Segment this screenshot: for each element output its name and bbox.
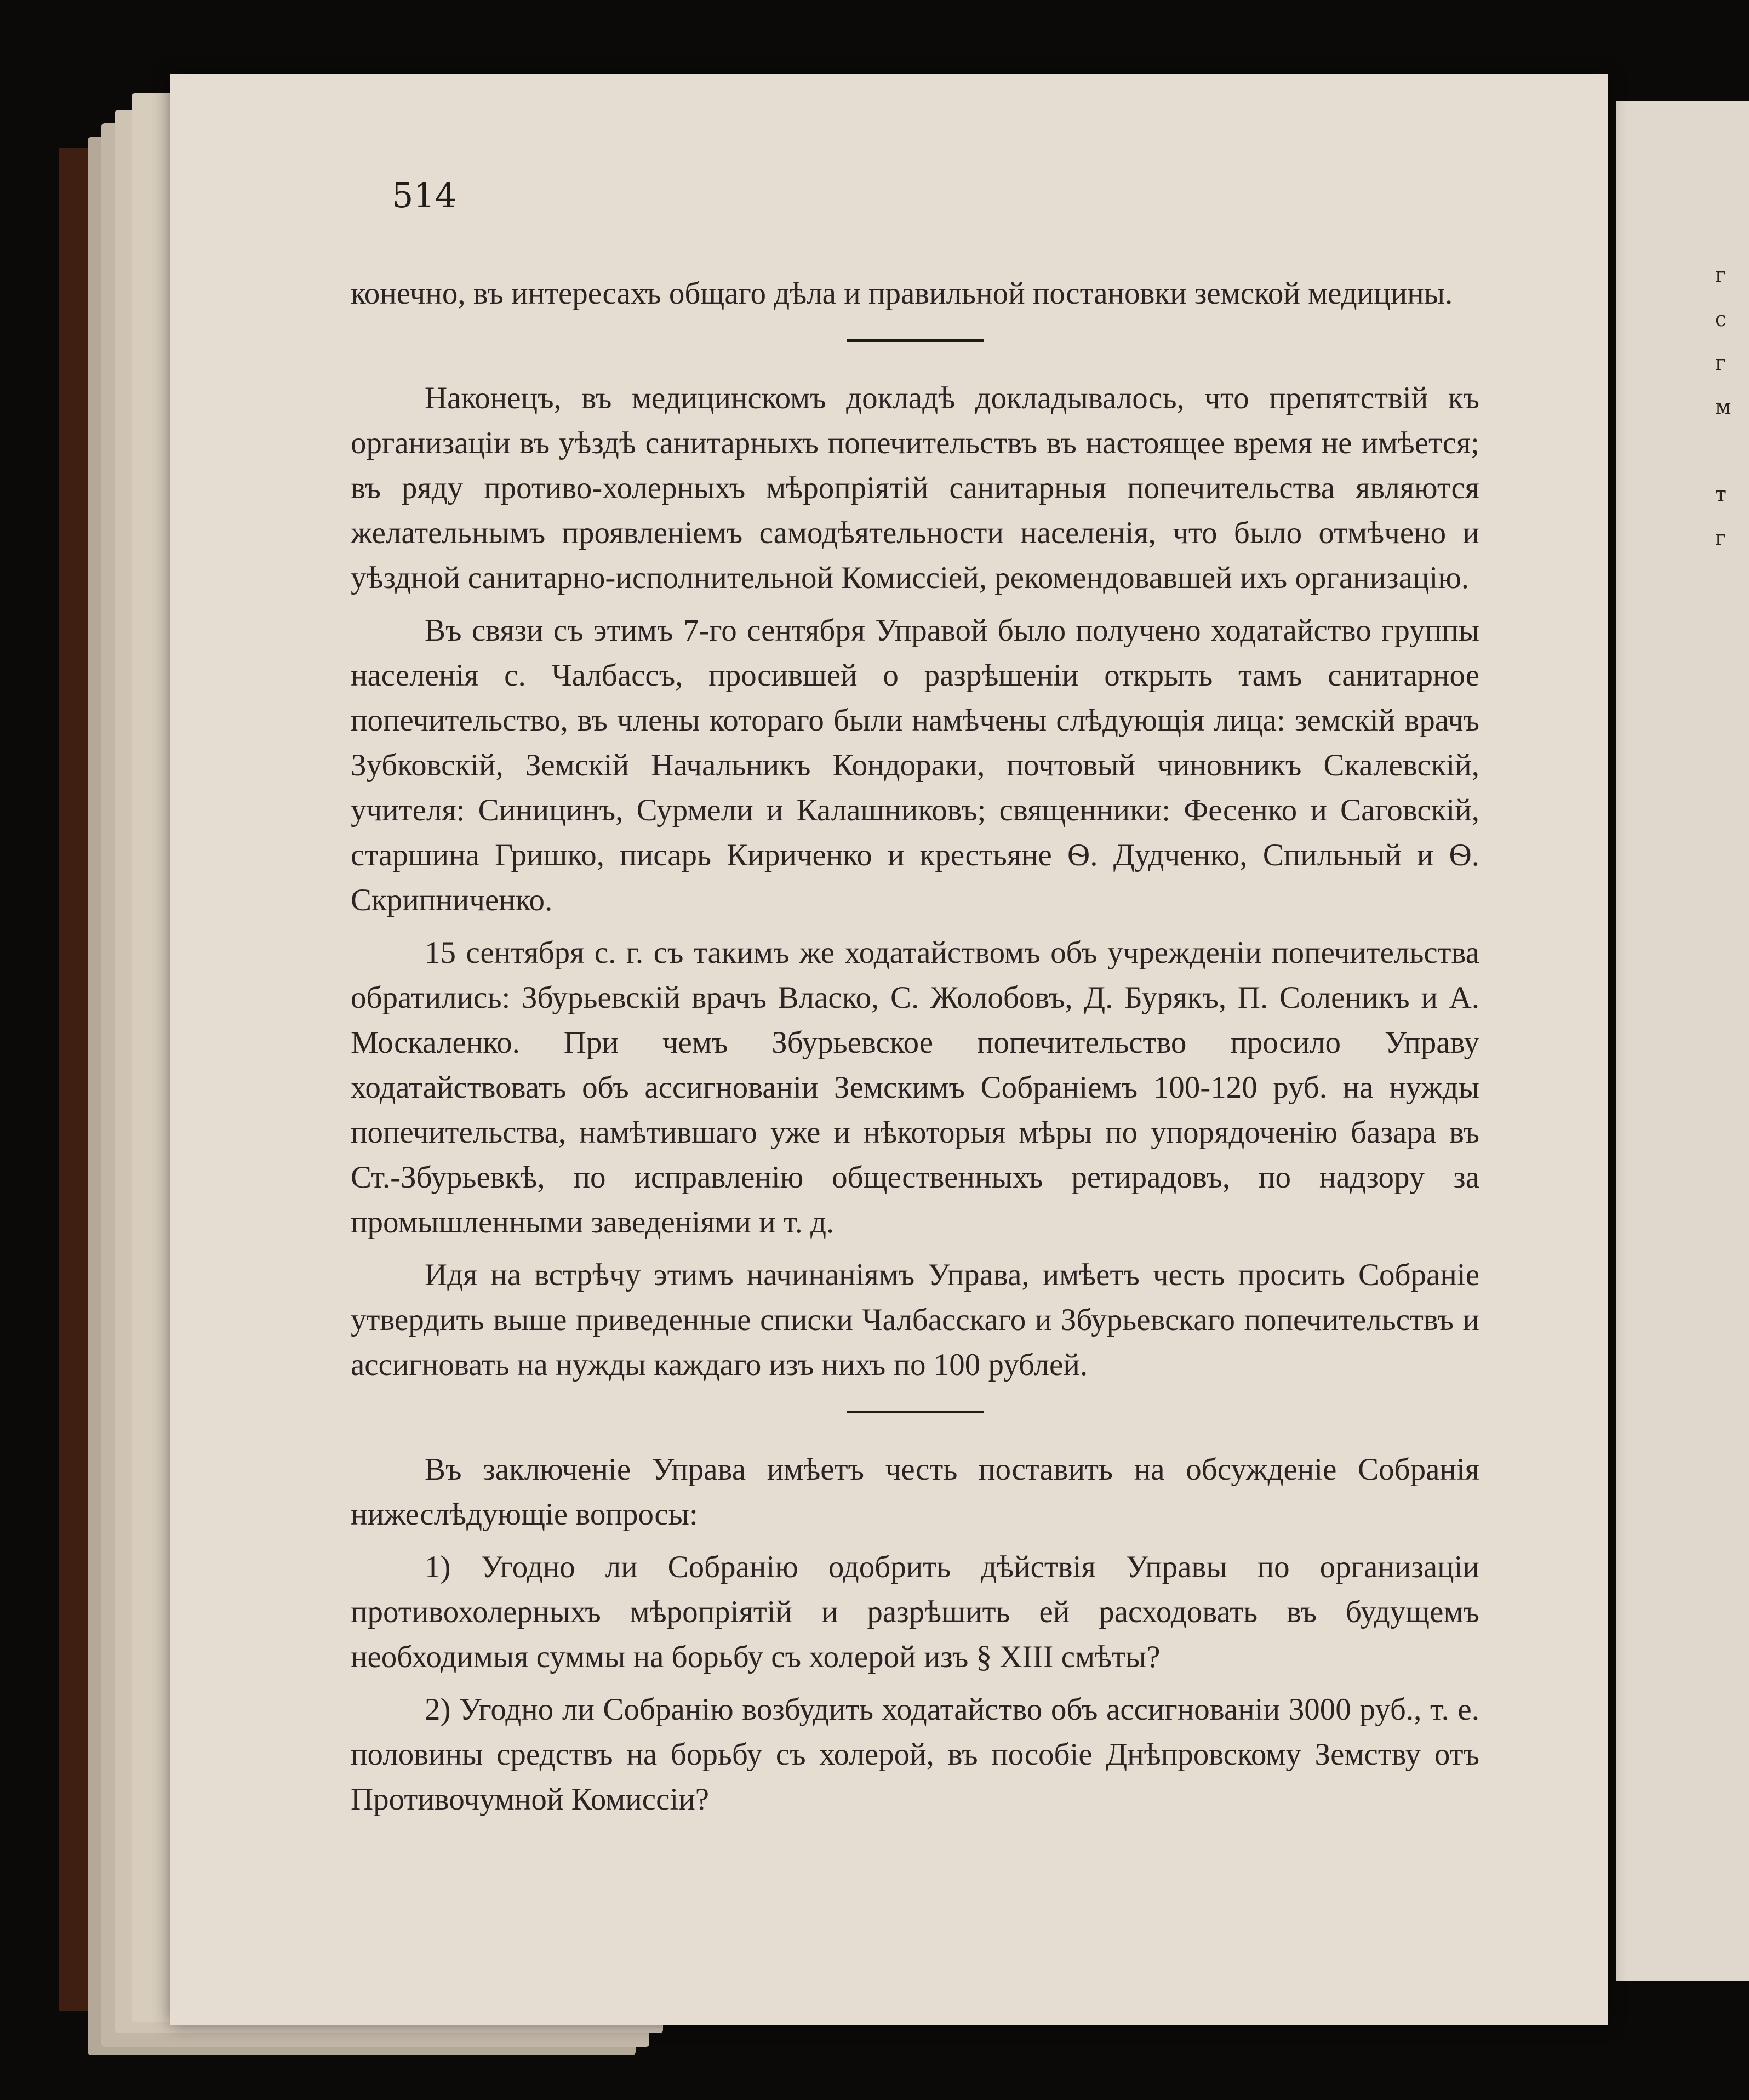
facing-page — [1616, 101, 1749, 1981]
question-item: 1) Угодно ли Собранію одобрить дѣйствія Управы по организаціи противохолерныхъ мѣропріятій и разрѣшить ей расходовать въ будущемъ необходимыя суммы на борьбу съ холерой изъ § XIII смѣты? — [351, 1550, 1479, 1674]
paragraph: Въ заключеніе Управа имѣетъ честь поставить на обсужденіе Собранія нижеслѣдующіе вопросы: — [351, 1452, 1479, 1532]
facing-page-fragment: г — [1715, 351, 1726, 375]
paragraph: Въ связи съ этимъ 7-го сентября Управой было получено ходатайство группы населенія с. Чалбассъ, просившей о разрѣшеніи открыть тамъ санитарное попечительство, въ члены котораго были намѣчены слѣдующія лица: земскій врачъ Зубковскій, Земскій Начальникъ Кондораки, почтовый чиновникъ Скалевскій, учителя: Синицинъ, Сурмели и Калашниковъ; священники: Фесенко и Саговскій, старшина Гришко, писарь Кириченко и крестьяне Ѳ. Дудченко, Спильный и Ѳ. Скрипниченко. — [351, 613, 1479, 917]
facing-page-fragment: г — [1715, 526, 1726, 550]
facing-page-fragment: м — [1715, 395, 1731, 419]
section-divider — [847, 1411, 984, 1413]
page-body — [351, 271, 1479, 1830]
section-divider — [847, 339, 984, 342]
facing-page-fragment: с — [1715, 307, 1727, 331]
paragraph: Идя на встрѣчу этимъ начинаніямъ Управа, имѣетъ честь просить Собраніе утвердить выше приведенные списки Чалбасскаго и Збурьевскаго попечительствъ и ассигновать на нужды каждаго изъ нихъ по 100 рублей. — [351, 1258, 1479, 1382]
book-page — [170, 74, 1608, 2025]
paragraph: 15 сентября с. г. съ такимъ же ходатайствомъ объ учрежденіи попечительства обратились: Збурьевскій врачъ Власко, С. Жолобовъ, Д. Бурякъ, П. Соленикъ и А. Москаленко. При чемъ Збурьевское попечительство просило Управу ходатайствовать объ ассигнованіи Земскимъ Собраніемъ 100-120 руб. на нужды попечительства, намѣтившаго уже и нѣкоторыя мѣры по упорядоченію базара въ Ст.-Збурьевкѣ, по исправленію общественныхъ ретирадовъ, по надзору за промышленными заведеніями и т. д. — [351, 935, 1479, 1240]
page-number: 514 — [392, 175, 457, 215]
facing-page-fragment: т — [1715, 482, 1727, 506]
facing-page-fragment: г — [1715, 263, 1726, 287]
paragraph: Наконецъ, въ медицинскомъ докладѣ докладывалось, что препятствій къ организаціи въ уѣздѣ санитарныхъ попечительствъ въ настоящее время не имѣется; въ ряду противо-холерныхъ мѣропріятій санитарныя попечительства являются желательнымъ проявленіемъ самодѣятельности населенія, что было отмѣчено и уѣздной санитарно-исполнительной Комиссіей, рекомендовавшей ихъ организацію. — [351, 381, 1479, 595]
question-item: 2) Угодно ли Собранію возбудить ходатайство объ ассигнованіи 3000 руб., т. е. половины средствъ на борьбу съ холерой, въ пособіе Днѣпровскому Земству отъ Противочумной Комиссіи? — [351, 1692, 1479, 1817]
paragraph: конечно, въ интересахъ общаго дѣла и правильной постановки земской медицины. — [351, 276, 1453, 311]
